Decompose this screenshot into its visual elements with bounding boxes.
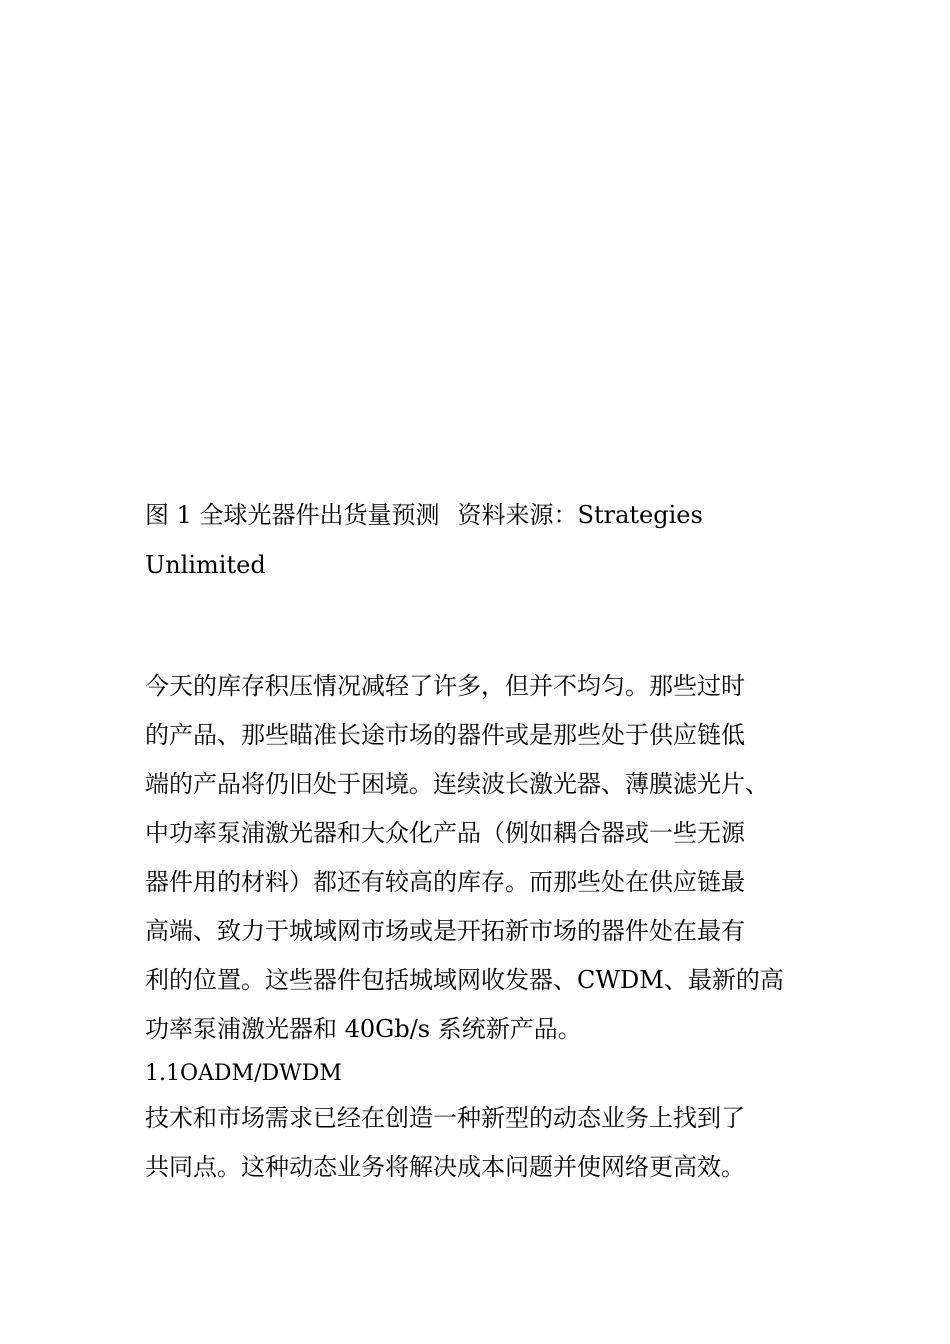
- source-label: 资料来源：Strategies: [457, 501, 703, 529]
- caption-line-2: [145, 540, 805, 590]
- paragraph-line: 利的位置。这些器件包括城域网收发器、CWDM、最新的高: [145, 966, 784, 994]
- paragraph-line: 功率泵浦激光器和 40Gb/s 系统新产品。: [145, 1015, 582, 1043]
- paragraph-line: 器件用的材料）都还有较高的库存。而那些处在供应链最: [145, 868, 745, 896]
- paragraph-line: 技术和市场需求已经在创造一种新型的动态业务上找到了: [145, 1104, 745, 1132]
- figure-caption: [145, 490, 805, 590]
- section-heading: 1.1OADM/DWDM: [145, 1061, 342, 1086]
- paragraph-line: 共同点。这种动态业务将解决成本问题并使网络更高效。: [145, 1153, 745, 1181]
- paragraph-line: 的产品、那些瞄准长途市场的器件或是那些处于供应链低: [145, 721, 745, 749]
- figure-title: 图 1 全球光器件出货量预测: [145, 501, 440, 529]
- paragraph-line: 中功率泵浦激光器和大众化产品（例如耦合器或一些无源: [145, 819, 745, 847]
- body-text: [145, 662, 805, 1192]
- figure-area: [145, 40, 795, 480]
- paragraph-line: 端的产品将仍旧处于困境。连续波长激光器、薄膜滤光片、: [145, 770, 769, 798]
- source-name: Unlimited: [145, 551, 266, 579]
- paragraph-1: [145, 662, 805, 1054]
- caption-line-1: [145, 490, 805, 540]
- paragraph-2: [145, 1094, 805, 1192]
- paragraph-line: 今天的库存积压情况减轻了许多，但并不均匀。那些过时: [145, 672, 745, 700]
- paragraph-line: 高端、致力于城域网市场或是开拓新市场的器件处在最有: [145, 917, 745, 945]
